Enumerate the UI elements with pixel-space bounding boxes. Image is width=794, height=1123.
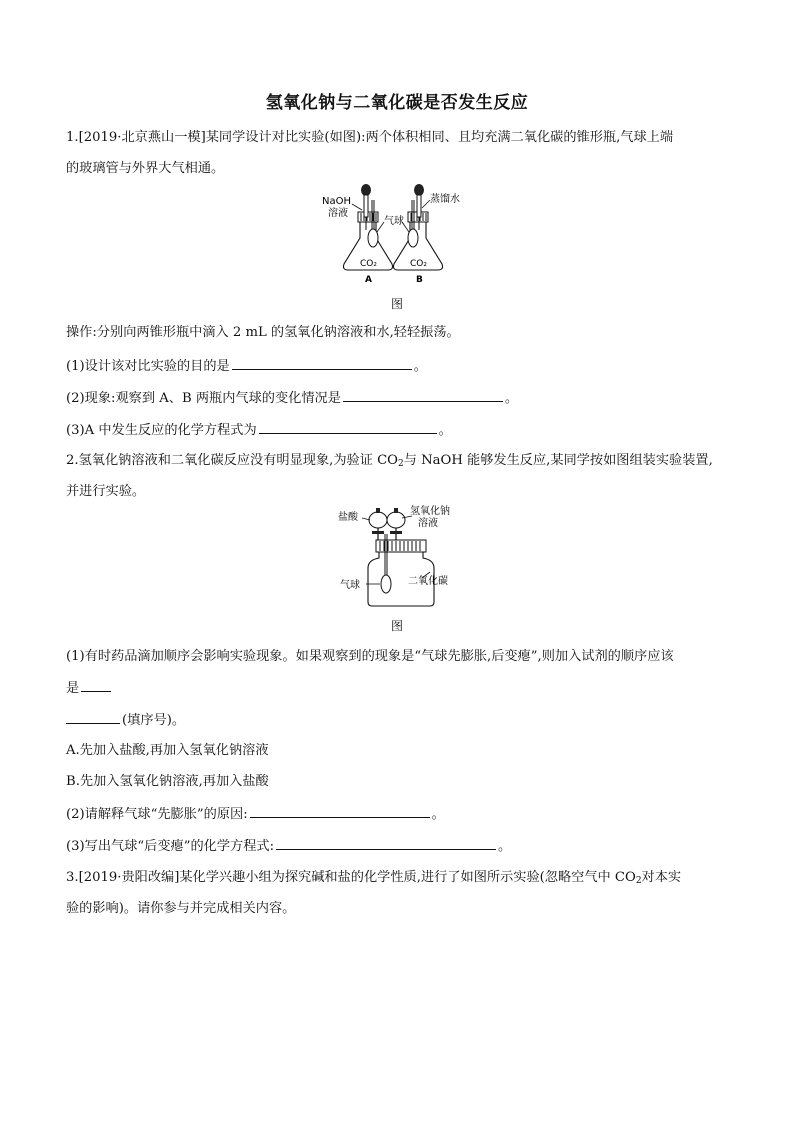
- q2-apparatus-diagram: [334, 502, 464, 612]
- q2-option-b: B.先加入氢氧化钠溶液,再加入盐酸: [66, 774, 269, 789]
- q1-sub2-prefix: (2)现象:观察到 A、B 两瓶内气球的变化情况是: [66, 391, 341, 406]
- q2-sub3-answer-blank[interactable]: [276, 836, 496, 850]
- q2-option-a: A.先加入盐酸,再加入氢氧化钠溶液: [66, 743, 269, 758]
- q1-operation: 操作:分别向两锥形瓶中滴入 2 mL 的氢氧化钠溶液和水,轻轻振荡。: [66, 325, 460, 340]
- q2-stem-line1: [66, 451, 713, 474]
- q1-sub1-suffix: 。: [413, 359, 427, 374]
- q2-sub1-hint: (填序号)。: [122, 713, 186, 728]
- q2-sub3: [66, 836, 511, 857]
- q2-stem-part-a: 2.氢氧化钠溶液和二氧化碳反应没有明显现象,为验证 CO: [66, 453, 398, 468]
- naoh-label-1: NaOH: [322, 196, 351, 207]
- co2-label-b: CO₂: [410, 259, 427, 269]
- q1-stem-line1: 1.[2019·北京燕山一模]某同学设计对比实验(如图):两个体积相同、且均充满二氧化碳的锥形瓶,气球上端: [66, 130, 674, 145]
- q2-sub2-answer-blank[interactable]: [250, 804, 430, 818]
- naoh-label-2: 溶液: [328, 208, 348, 219]
- q1-sub2-answer-blank[interactable]: [343, 388, 503, 402]
- q1-figure-caption: 图: [390, 297, 403, 311]
- q1-sub3-prefix: (3)A 中发生反应的化学方程式为: [66, 423, 257, 438]
- q1-sub2: [66, 388, 518, 409]
- naoh-label-1: 氢氧化钠: [410, 506, 450, 517]
- q1-sub3-suffix: 。: [438, 423, 452, 438]
- q3-stem-part-b: 对本实: [641, 870, 682, 885]
- q2-sub2: [66, 804, 445, 825]
- q3-stem-part-a: 3.[2019·贵阳改编]某化学兴趣小组为探究碱和盐的化学性质,进行了如图所示实验(忽略空气中 CO: [66, 870, 636, 885]
- q2-sub2-prefix: (2)请解释气球“先膨胀”的原因:: [66, 807, 248, 822]
- q3-stem-line2: 验的影响)。请你参与并完成相关内容。: [66, 901, 296, 916]
- q2-stem-line2: 并进行实验。: [66, 484, 146, 499]
- q2-stem-part-b: 与 NaOH 能够发生反应,某同学按如图组装实验装置,: [403, 453, 713, 468]
- q2-sub1-line2-text: 是: [66, 681, 80, 696]
- q2-sub1-line3: [66, 710, 185, 731]
- flask-b-label: B: [416, 275, 423, 285]
- q2-sub2-suffix: 。: [431, 807, 445, 822]
- q1-sub1-answer-blank[interactable]: [232, 356, 412, 370]
- q1-sub3-answer-blank[interactable]: [259, 420, 437, 434]
- q2-sub1-answer-blank-a[interactable]: [81, 678, 111, 692]
- page-title: 氢氧化钠与二氧化碳是否发生反应: [265, 93, 529, 113]
- q2-sub1-answer-blank-b[interactable]: [66, 710, 120, 724]
- flask-a-label: A: [365, 275, 372, 285]
- naoh-label-2: 溶液: [418, 518, 438, 529]
- water-label: 蒸馏水: [430, 194, 460, 205]
- q2-sub3-prefix: (3)写出气球“后变瘪”的化学方程式:: [66, 839, 275, 854]
- q2-sub1-line2: [66, 678, 113, 699]
- q1-sub1-prefix: (1)设计该对比实验的目的是: [66, 359, 230, 374]
- acid-label: 盐酸: [338, 512, 358, 523]
- co2-label-a: CO₂: [360, 259, 377, 269]
- q2-stem-subscript: 2: [398, 459, 404, 469]
- co2-label: 二氧化碳: [408, 576, 448, 587]
- q3-stem-line1: [66, 868, 681, 891]
- q2-sub3-suffix: 。: [498, 839, 512, 854]
- balloon-label: 气球: [384, 216, 404, 227]
- q1-stem-line2: 的玻璃管与外界大气相通。: [66, 161, 225, 176]
- q3-stem-subscript: 2: [635, 876, 642, 886]
- q1-sub3: [66, 420, 452, 441]
- q2-figure-caption: 图: [390, 619, 403, 633]
- q1-sub1: [66, 356, 427, 377]
- balloon-label: 气球: [340, 580, 360, 591]
- q2-sub1-line1: (1)有时药品滴加顺序会影响实验现象。如果观察到的现象是“气球先膨胀,后变瘪”,则加入试剂的顺序应该: [66, 649, 674, 664]
- q1-flask-diagram: [322, 180, 472, 288]
- q1-sub2-suffix: 。: [504, 391, 519, 406]
